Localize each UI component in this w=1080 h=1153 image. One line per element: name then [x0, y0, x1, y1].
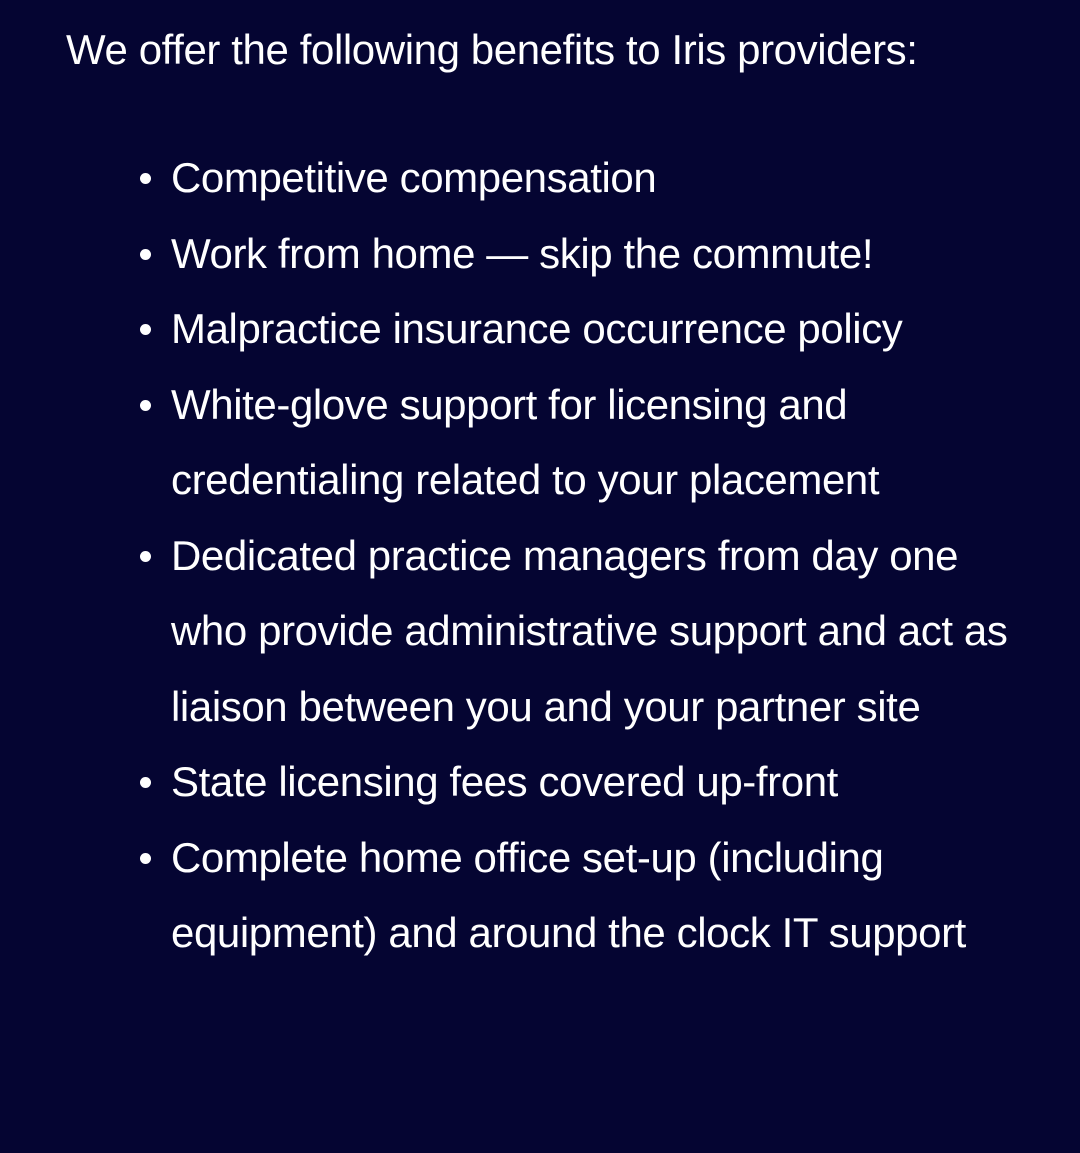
list-item	[132, 744, 1012, 820]
list-item	[132, 291, 1012, 367]
benefit-text: Work from home — skip the commute!	[171, 229, 874, 277]
benefit-text: White-glove support for licensing and credentialing related to your placement	[171, 380, 880, 503]
benefits-list	[132, 140, 1012, 971]
benefits-intro: We offer the following benefits to Iris providers:	[66, 26, 918, 73]
bullet-icon	[140, 173, 151, 184]
bullet-icon	[140, 400, 151, 411]
bullet-icon	[140, 249, 151, 260]
benefit-text: Malpractice insurance occurrence policy	[171, 305, 903, 352]
bullet-icon	[140, 853, 151, 864]
list-item	[132, 367, 1012, 518]
benefit-text: State licensing fees covered up-front	[171, 758, 838, 805]
list-item	[132, 820, 1012, 971]
bullet-icon	[140, 777, 151, 788]
benefit-text: Competitive compensation	[171, 154, 657, 201]
list-item	[132, 216, 1012, 292]
list-item	[132, 140, 1012, 216]
bullet-icon	[140, 551, 151, 562]
bullet-icon	[140, 324, 151, 335]
benefit-text: Complete home office set-up (including equipment) and around the clock IT support	[171, 833, 966, 956]
benefit-text: Dedicated practice managers from day one who provide administrative support and act as liaison between you and your partner site	[171, 531, 1008, 730]
list-item	[132, 518, 1012, 745]
